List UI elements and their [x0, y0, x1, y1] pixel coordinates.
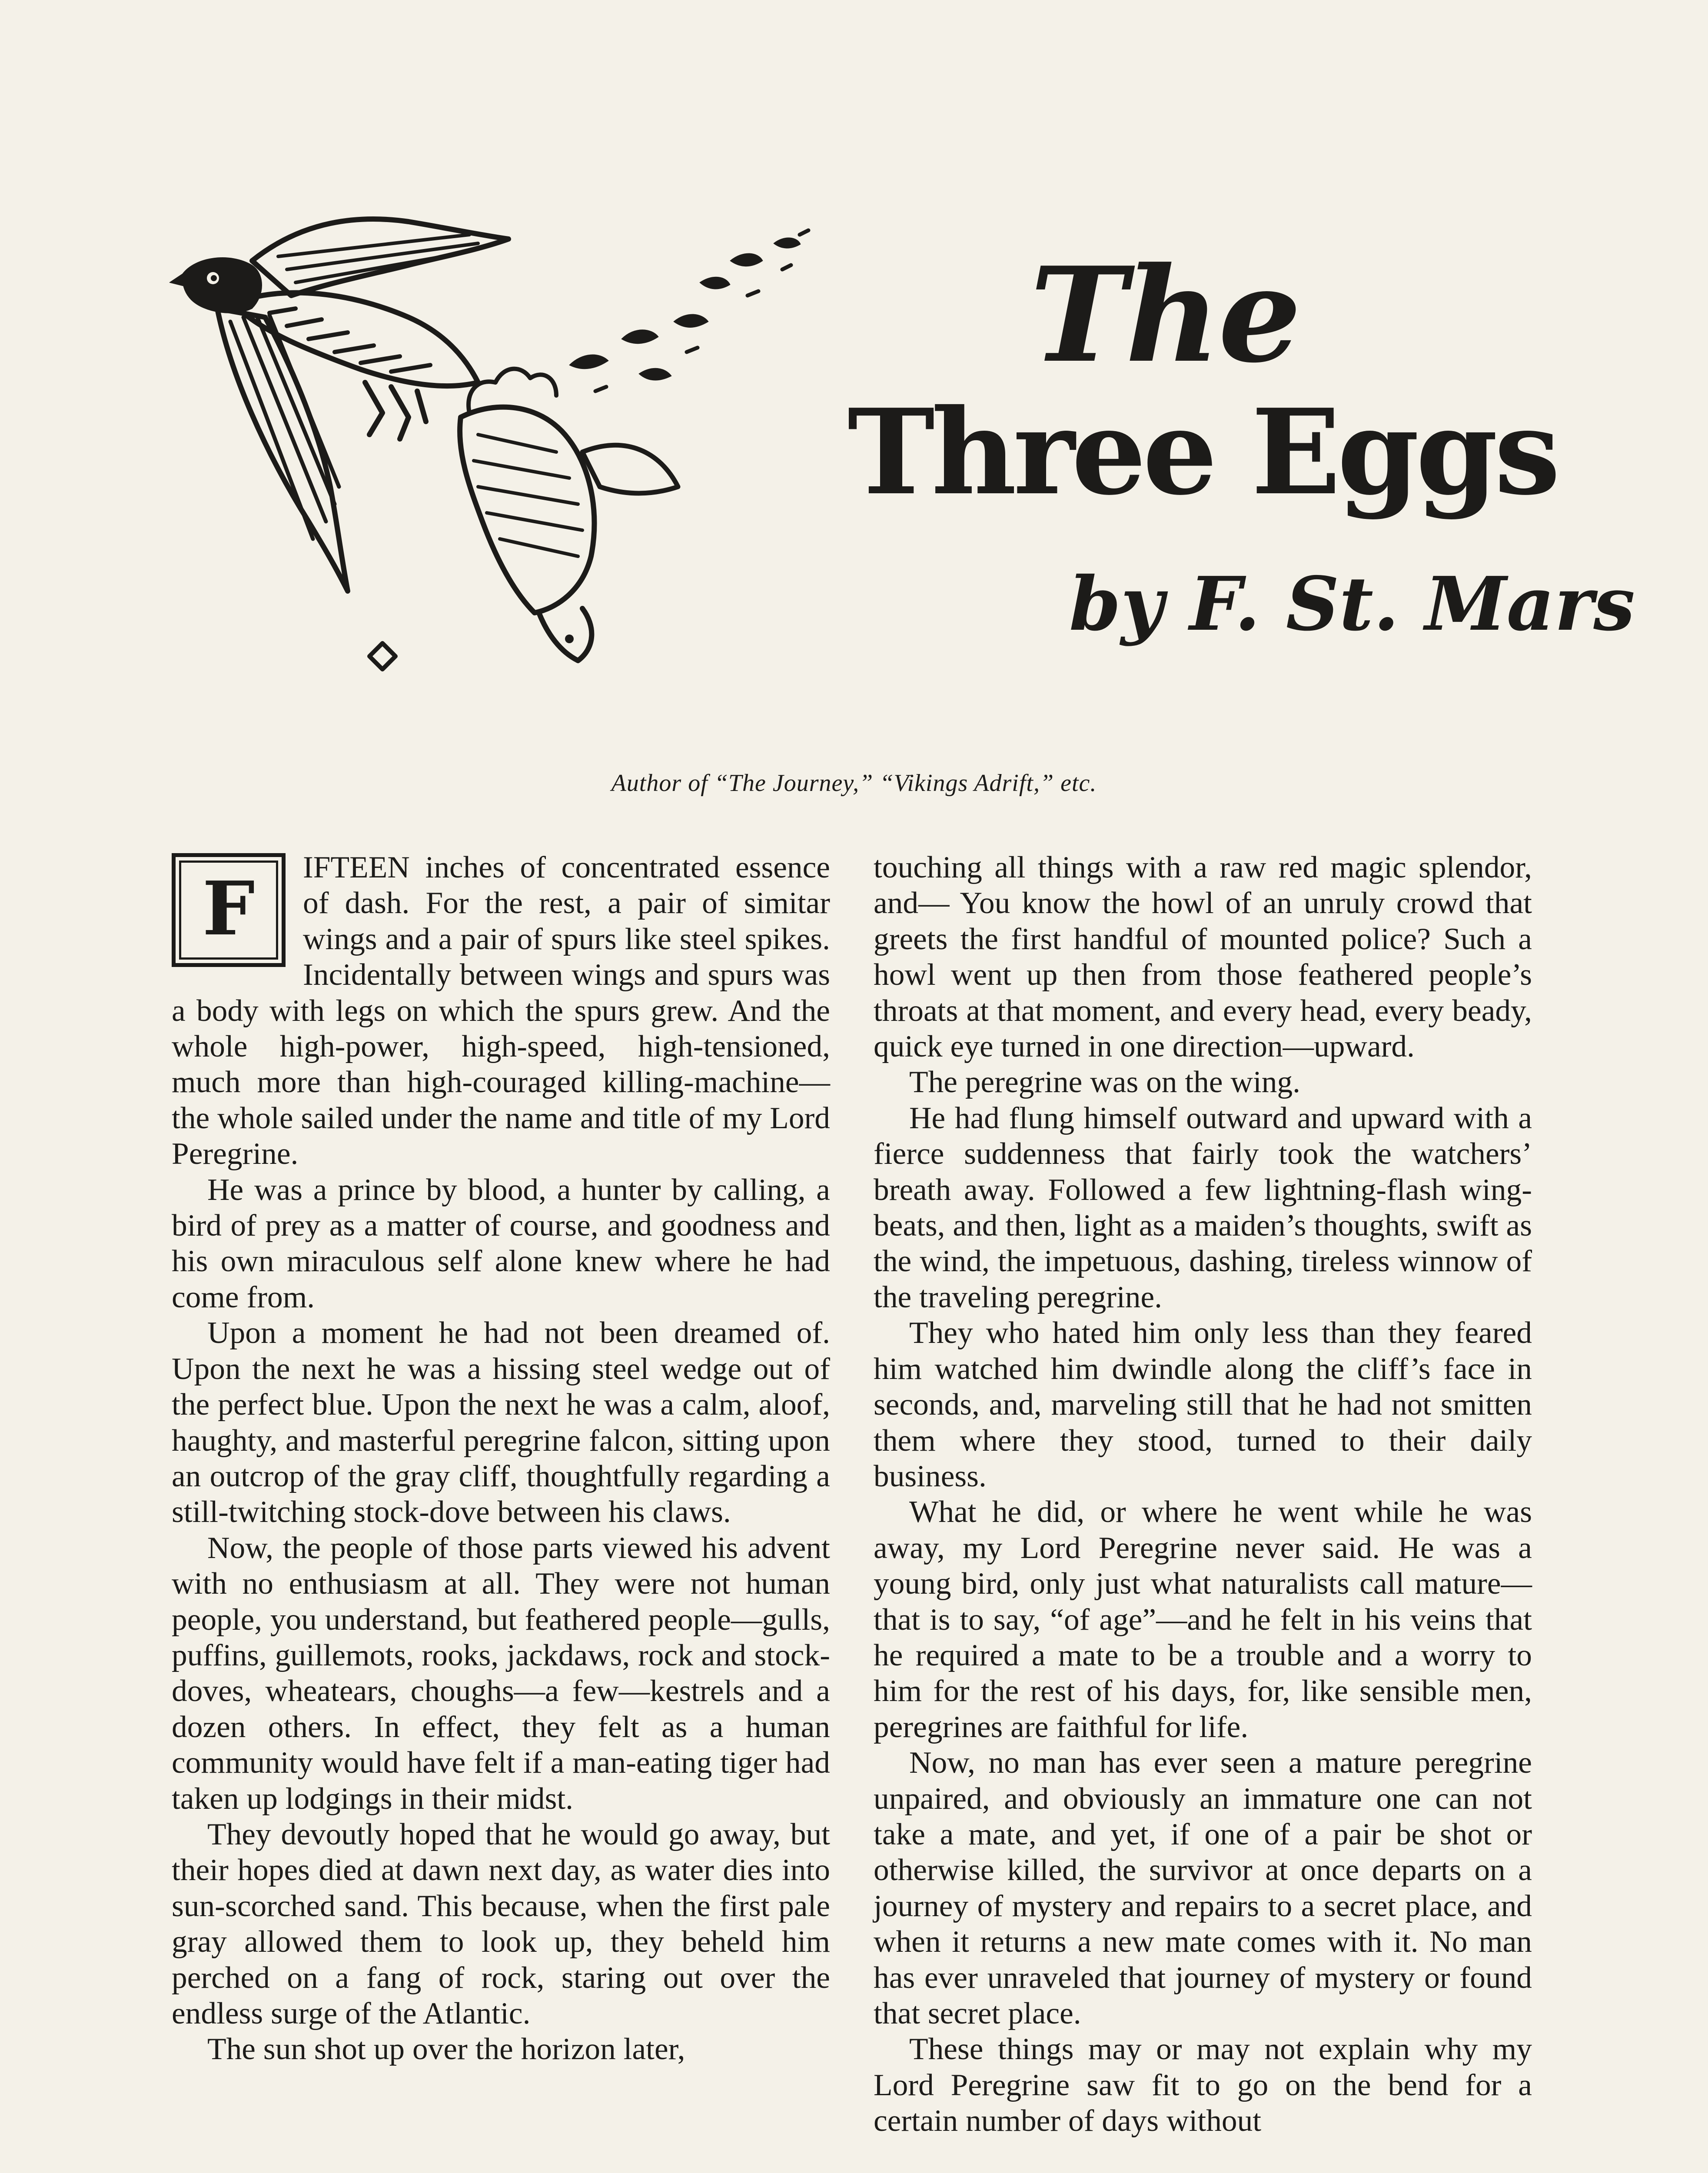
article-column-right	[874, 850, 1532, 2173]
article-paragraph: F IFTEEN inches of concentrated essence of dash. For the rest, a pair of simitar wings and a pair of spurs like steel spikes. Incidentally between wings and spurs was a body with legs on which the spurs grew. And the whole high-power, high-speed, high-tensioned, much more than high-couraged killing-machine—the whole sailed under the name and title of my Lord Peregrine.	[172, 850, 830, 1171]
article-paragraph: They who hated him only less than they feared him watched him dwindle along the cliff’s face in seconds, and, marveling still that he had not smitten them where they stood, turned to their daily business.	[874, 1316, 1532, 1493]
article-paragraph: He was a prince by blood, a hunter by calling, a bird of prey as a matter of course, and goodness and his own miraculous self alone knew where he had come from.	[172, 1172, 830, 1314]
article-paragraph: He had flung himself outward and upward with a fierce suddenness that fairly took the watchers’ breath away. Followed a few lightning-flash wing-beats, and then, light as a maiden’s thoughts, swift as the wind, the impetuous, dashing, tireless winnow of the traveling peregrine.	[874, 1100, 1532, 1314]
article-paragraph: What he did, or where he went while he was away, my Lord Peregrine never said. He was a young bird, only just what naturalists call mature—that is to say, “of age”—and he felt in his veins that he required a mate to be a trouble and a worry to him for the rest of his days, for, like sensible men, peregrines are faithful for life.	[874, 1495, 1532, 1744]
article-paragraph: The peregrine was on the wing.	[909, 1065, 1301, 1100]
falcon-illustration	[165, 209, 861, 752]
article-paragraph: Now, the people of those parts viewed his advent with no enthusiasm at all. They were not human people, you understand, but feathered people—gulls, puffins, guillemots, rooks, jackdaws, rock and stock-doves, wheatears, choughs—a few—kestrels and a dozen others. In effect, they felt as a human community would have felt if a man-eating tiger had taken up lodgings in their midst.	[172, 1530, 830, 1816]
article-paragraph: Upon a moment he had not been dreamed of. Upon the next he was a hissing steel wedge out of the perfect blue. Upon the next he was a calm, aloof, haughty, and masterful peregrine falcon, sitting upon an outcrop of the gray cliff, thoughtfully regarding a still-twitching stock-dove between his claws.	[172, 1316, 830, 1529]
article-paragraph: Now, no man has ever seen a mature peregrine unpaired, and obviously an immature one can not take a mate, and yet, if one of a pair be shot or otherwise killed, the survivor at once departs on a journey of mystery and repairs to a secret place, and when it returns a new mate comes with it. No man has ever unraveled that journey of mystery or found that secret place.	[874, 1745, 1532, 2030]
byline: by F. St. Mars	[1069, 561, 1635, 648]
drop-cap: F	[172, 853, 286, 967]
title-the: The	[1030, 238, 1300, 392]
article-paragraph: These things may or may not explain why my Lord Peregrine saw fit to go on the bend for a certain number of days without	[874, 2032, 1532, 2138]
author-credit: Author of “The Journey,” “Vikings Adrift,” etc.	[611, 770, 1097, 797]
article-paragraph: The sun shot up over the horizon later,	[207, 2032, 685, 2067]
article-column-left	[172, 850, 830, 2173]
article-paragraph: touching all things with a raw red magic splendor, and— You know the howl of an unruly crowd that greets the first handful of mounted police? Such a howl went up then from those feathered people’s throats at that moment, and every head, every beady, quick eye turned in one direction—upward.	[874, 850, 1532, 1064]
title-main: Three Eggs	[847, 383, 1557, 521]
article-paragraph: They devoutly hoped that he would go away, but their hopes died at dawn next day, as water dies into sun-scorched sand. This because, when the first pale gray allowed them to look up, they beheld him perched on a fang of rock, staring out over the endless surge of the Atlantic.	[172, 1817, 830, 2030]
